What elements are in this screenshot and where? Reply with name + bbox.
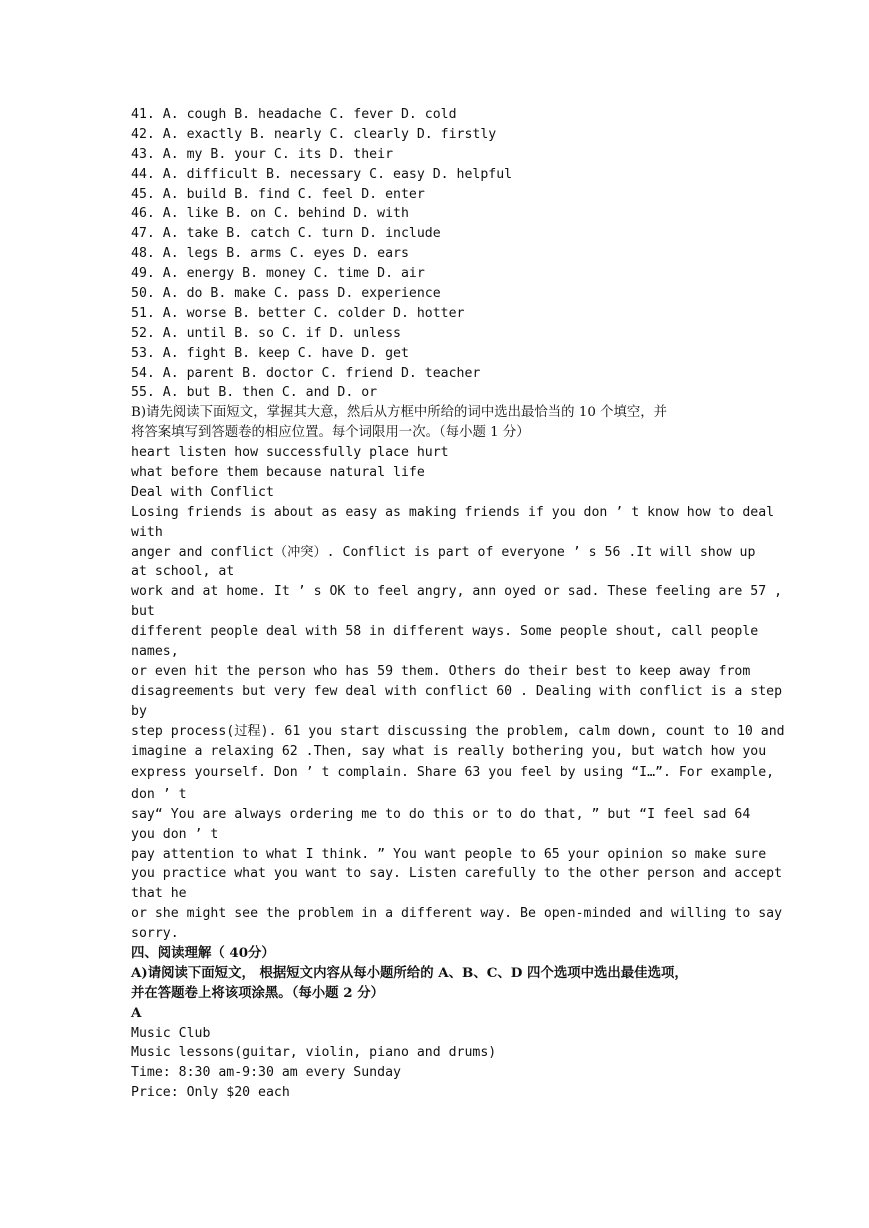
passage-line: with [131,524,163,540]
passage-line: names, [131,644,179,660]
option-line-43: 43. A. my B. your C. its D. their [131,146,394,162]
option-line-51: 51. A. worse B. better C. colder D. hotter [131,305,465,321]
word-box-line: what before them because natural life [131,465,425,481]
passage-line: imagine a relaxing 62 .Then, say what is really bothering you, but watch how you [131,743,767,759]
options-list [131,105,741,403]
option-line-44: 44. A. difficult B. necessary C. easy D. helpful [131,166,513,182]
section-4-instruction: A)请阅读下面短文， 根据短文内容从每小题所给的 A、B、C、D 四个选项中选出最佳选项， [131,964,688,981]
section-b [131,403,785,944]
passage-line: at school, at [131,564,235,580]
option-line-53: 53. A. fight B. keep C. have D. get [131,345,409,361]
passage-line: you practice what you want to say. Listen carefully to the other person and accept [131,866,783,882]
passage-line: work and at home. It ’ s OK to feel angry, ann oyed or sad. These feeling are 57 , [131,584,783,600]
passage-label: A [131,1004,142,1021]
section-4 [131,944,741,1103]
option-line-45: 45. A. build B. find C. feel D. enter [131,186,425,202]
music-club-line: Music lessons(guitar, violin, piano and drums) [131,1045,497,1061]
passage-line: disagreements but very few deal with conflict 60 . Dealing with conflict is a step [131,683,783,699]
section-b-instruction: 将答案填写到答题卷的相应位置。每个词限用一次。（每小题 1 分） [131,425,530,441]
passage-line: pay attention to what I think. ” You want people to 65 your opinion so make sure [131,846,767,862]
option-line-54: 54. A. parent B. doctor C. friend D. teacher [131,365,481,381]
passage-line: Losing friends is about as easy as making friends if you don ’ t know how to deal [131,504,775,520]
passage-line: express yourself. Don ’ t complain. Share 63 you feel by using “I…”. For example, [131,765,775,781]
option-line-50: 50. A. do B. make C. pass D. experience [131,286,441,302]
option-line-41: 41. A. cough B. headache C. fever D. cold [131,107,457,122]
passage-line: or even hit the person who has 59 them. Others do their best to keep away from [131,663,751,679]
option-line-49: 49. A. energy B. money C. time D. air [131,266,425,282]
passage-line: say“ You are always ordering me to do this or to do that, ” but “I feel sad 64 [131,806,751,822]
passage-line: different people deal with 58 in different ways. Some people shout, call people [131,624,759,640]
option-line-46: 46. A. like B. on C. behind D. with [131,206,409,222]
passage-line: by [131,703,147,719]
music-club-line: Time: 8:30 am-9:30 am every Sunday [131,1065,401,1081]
music-club-line: Price: Only $20 each [131,1085,290,1101]
option-line-55: 55. A. but B. then C. and D. or [131,385,378,401]
passage-line: sorry. [131,926,179,942]
word-box-line: heart listen how successfully place hurt [131,445,449,461]
passage-line: that he [131,886,187,902]
passage-line: anger and conflict（冲突）. Conflict is part of everyone ’ s 56 .It will show up [131,544,756,560]
passage-line: don ’ t [131,786,187,802]
option-line-52: 52. A. until B. so C. if D. unless [131,325,401,341]
section-4-heading: 四、阅读理解（ 40分） [131,945,275,962]
option-line-47: 47. A. take B. catch C. turn D. include [131,226,441,242]
document-page [131,105,785,1103]
passage-line: or she might see the problem in a different way. Be open-minded and willing to say [131,906,783,922]
option-line-42: 42. A. exactly B. nearly C. clearly D. firstly [131,126,497,142]
section-4-instruction: 并在答题卷上将该项涂黑。（每小题 2 分） [131,984,384,1001]
section-b-instruction: B)请先阅读下面短文，掌握其大意，然后从方框中所给的词中选出最恰当的 10 个填空，并 [131,405,668,421]
option-line-48: 48. A. legs B. arms C. eyes D. ears [131,246,409,262]
passage-line: you don ’ t [131,826,219,842]
passage-line: step process(过程). 61 you start discussing the problem, calm down, count to 10 and [131,723,785,739]
music-club-title: Music Club [131,1025,211,1041]
passage-title: Deal with Conflict [131,484,274,500]
passage-line: but [131,604,155,620]
